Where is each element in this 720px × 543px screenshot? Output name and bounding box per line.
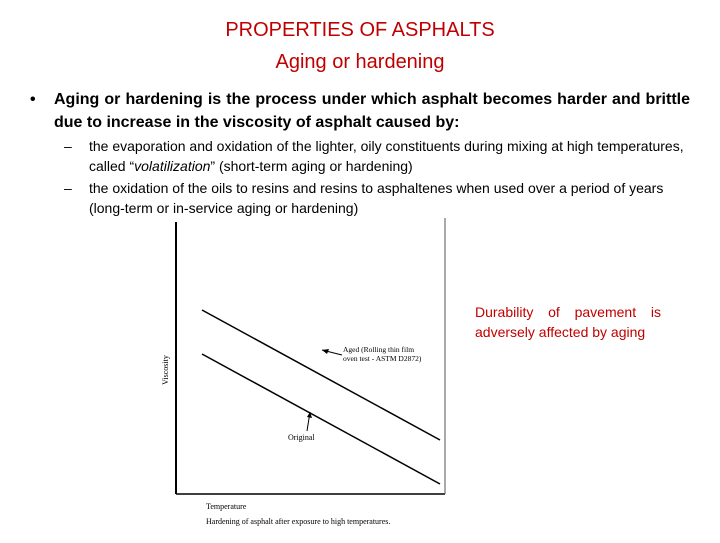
aged-line xyxy=(202,310,440,440)
sub-item-oxidation xyxy=(64,178,688,218)
aged-label-line2: oven test - ASTM D2872) xyxy=(343,354,422,363)
sub-item-text-start: the evaporation and oxidation of the lighter, oily constituents during mixing at high temperatures, called “ xyxy=(89,138,684,174)
sub-item-text-end: ” (short-term aging or hardening) xyxy=(210,158,413,174)
sub-item-marker: – xyxy=(64,138,72,154)
aged-label-line1: Aged (Rolling thin film xyxy=(343,345,415,354)
y-axis-label: Viscosity xyxy=(161,355,170,385)
sub-item-text xyxy=(89,136,688,176)
bullet-text: Aging or hardening is the process under which asphalt becomes harder and brittle due to increase in the viscosity of asphalt caused by: xyxy=(54,91,690,131)
bullet-marker: • xyxy=(30,91,36,108)
sub-item-marker: – xyxy=(64,180,72,196)
viscosity-chart xyxy=(150,218,460,538)
page-title: PROPERTIES OF ASPHALTS xyxy=(225,19,495,41)
viscosity-figure xyxy=(150,218,460,538)
original-line xyxy=(202,354,440,484)
x-axis-label: Temperature xyxy=(206,502,247,511)
main-bullet xyxy=(30,88,690,134)
sub-item-volatilization xyxy=(64,136,688,176)
volatilization-term: volatilization xyxy=(134,158,211,174)
durability-note: Durability of pavement is adversely affected by aging xyxy=(475,304,661,340)
page-subtitle: Aging or hardening xyxy=(275,51,445,73)
figure-caption: Hardening of asphalt after exposure to high temperatures. xyxy=(206,517,391,526)
original-label: Original xyxy=(288,433,315,442)
sub-item-text: the oxidation of the oils to resins and resins to asphaltenes when used over a period of years (long-term or in-service aging or hardening) xyxy=(89,180,664,216)
